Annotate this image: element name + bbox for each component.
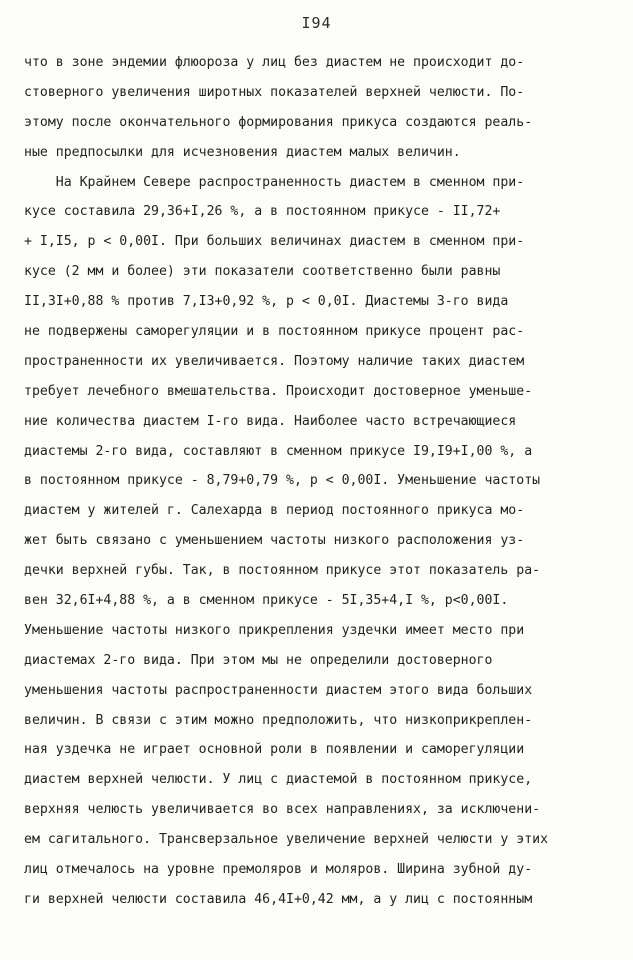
text-line: диастем у жителей г. Салехарда в период постоянного прикуса мо- [24, 503, 525, 519]
text-line: диастем верхней челюсти. У лиц с диастемой в постоянном прикусе, [24, 772, 533, 788]
text-line: величин. В связи с этим можно предположить, что низкоприкреплен- [24, 712, 533, 728]
text-line: ги верхней челюсти составила 46,4I+0,42 мм, а у лиц с постоянным [24, 891, 533, 907]
text-line: диастемах 2-го вида. При этом мы не определили достоверного [24, 652, 493, 668]
text-line: верхняя челюсть увеличивается во всех направлениях, за исключени- [24, 802, 541, 818]
text-line: уменьшения частоты распространенности диастем этого вида больших [24, 682, 533, 698]
text-line: + I,I5, p < 0,00I. При больших величинах диастем в сменном при- [24, 234, 525, 250]
body-text [24, 48, 609, 915]
text-line: На Крайнем Севере распространенность диастем в сменном при- [24, 174, 525, 190]
text-line: Уменьшение частоты низкого прикрепления уздечки имеет место при [24, 622, 525, 638]
text-line: диастемы 2-го вида, составляют в сменном прикусе I9,I9+I,00 %, а [24, 443, 533, 459]
page-number: I94 [301, 14, 332, 32]
text-line: кусе (2 мм и более) эти показатели соответственно были равны [24, 264, 501, 280]
text-line: что в зоне эндемии флюороза у лиц без диастем не происходит до- [24, 55, 525, 70]
text-line: этому после окончательного формирования прикуса создаются реаль- [24, 114, 533, 130]
text-line: лиц отмечалось на уровне премоляров и моляров. Ширина зубной ду- [24, 862, 533, 878]
text-line: кусе составила 29,36+I,26 %, а в постоянном прикусе - II,72+ [24, 204, 501, 220]
text-line: II,3I+0,88 % против 7,I3+0,92 %, p < 0,0I. Диастемы 3-го вида [24, 294, 509, 310]
text-line: не подвержены саморегуляции и в постоянном прикусе процент рас- [24, 324, 525, 340]
text-line: ные предпосылки для исчезновения диастем малых величин. [24, 144, 461, 160]
text-line: ная уздечка не играет основной роли в появлении и саморегуляции [24, 742, 525, 758]
text-line: требует лечебного вмешательства. Происходит достоверное уменьше- [24, 383, 533, 399]
text-line: вен 32,6I+4,88 %, а в сменном прикусе - 5I,35+4,I %, p<0,00I. [24, 593, 509, 609]
text-line: в постоянном прикусе - 8,79+0,79 %, p < 0,00I. Уменьшение частоты [24, 473, 541, 489]
text-line: пространенности их увеличивается. Поэтому наличие таких диастем [24, 353, 525, 369]
text-line: ем сагитального. Трансверзальное увеличение верхней челюсти у этих [24, 832, 549, 848]
text-line: жет быть связано с уменьшением частоты низкого расположения уз- [24, 533, 525, 549]
text-line: стоверного увеличения широтных показателей верхней челюсти. По- [24, 84, 525, 100]
text-line: дечки верхней губы. Так, в постоянном прикусе этот показатель ра- [24, 563, 541, 579]
text-line: ние количества диастем I-го вида. Наиболее часто встречающиеся [24, 413, 517, 429]
